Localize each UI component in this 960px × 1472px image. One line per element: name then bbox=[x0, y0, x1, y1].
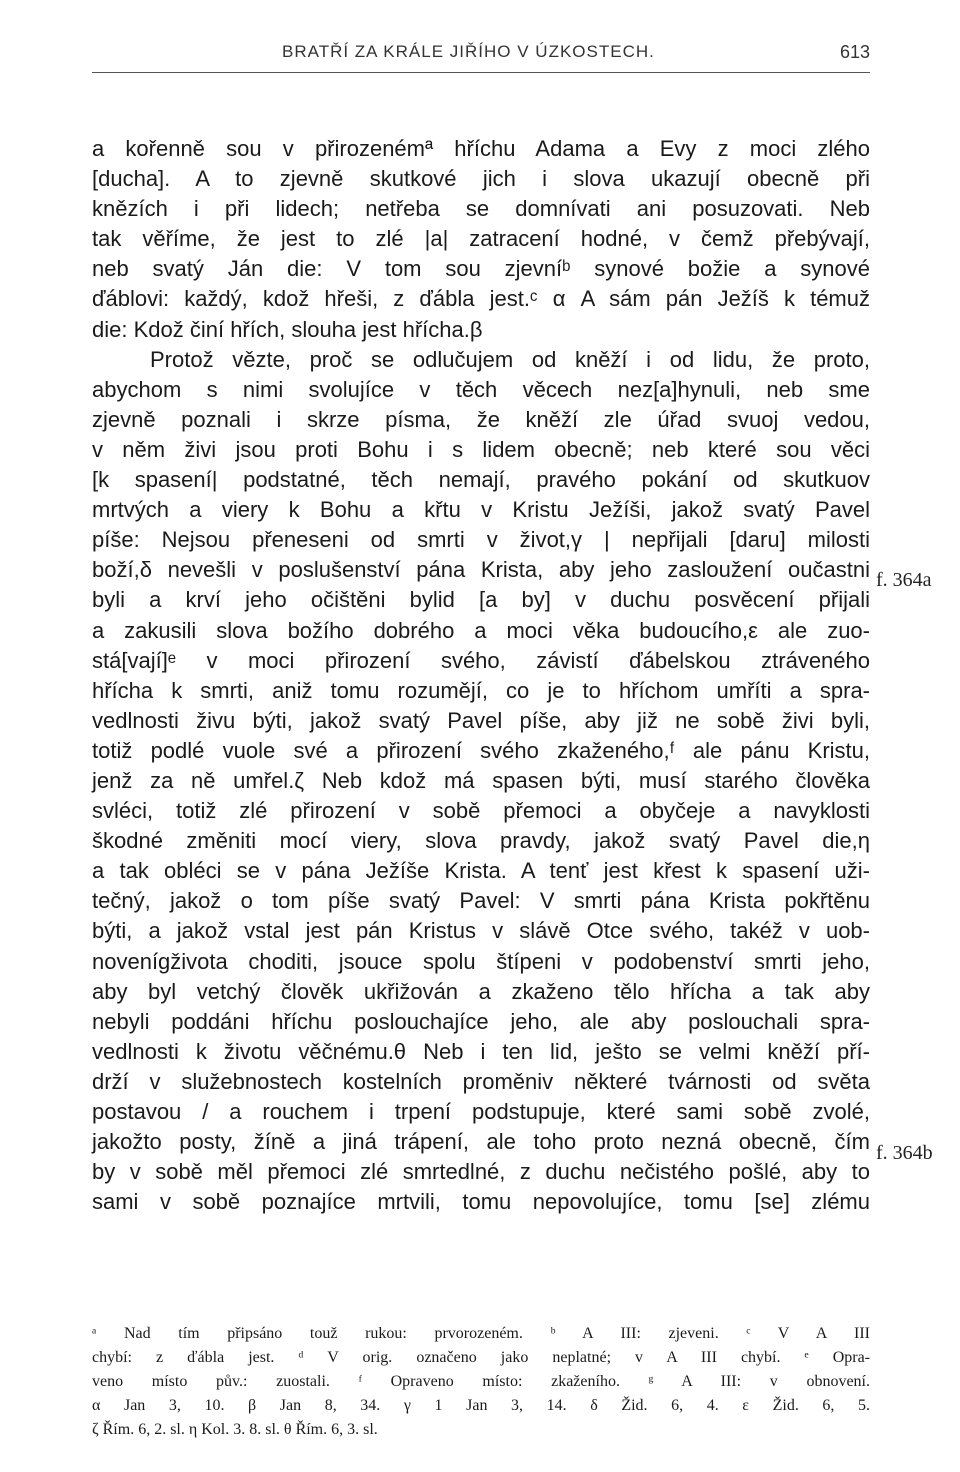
text-line: v něm živi jsou proti Bohu i s lidem obecně; neb které sou věci bbox=[92, 436, 870, 462]
footnote-line: ζ Řím. 6, 2. sl. η Kol. 3. 8. sl. θ Řím. 6, 3. sl. bbox=[92, 1421, 378, 1438]
text-line: a tak obléci se v pána Ježíše Krista. A tenť jest křest k spasení uži- bbox=[92, 858, 870, 884]
text-line: píše: Nejsou přeneseni od smrti v život,γ | nepřijali [daru] milosti bbox=[92, 527, 870, 553]
text-line: tak věříme, že jest to zlé |a| zatracení hodné, v čemž přebývají, bbox=[92, 226, 870, 252]
footnote-line: α Jan 3, 10. β Jan 8, 34. γ 1 Jan 3, 14. δ Žid. 6, 4. ε Žid. 6, 5. bbox=[92, 1397, 870, 1414]
text-line: abychom s nimi svolujíce v těch věcech nez[a]hynuli, neb sme bbox=[92, 376, 870, 402]
text-line: drží v služebnostech kostelních proměniv některé tvárnosti od světa bbox=[92, 1068, 870, 1094]
text-line: svléci, totiž zlé přirození v sobě přemoci a obyčeje a navyklosti bbox=[92, 798, 870, 824]
text-line: stá[vají]ᵉ v moci přirození svého, závistí ďábelskou ztráveného bbox=[92, 647, 870, 673]
text-line: zjevně poznali i skrze písma, že kněží zle úřad svuoj vedou, bbox=[92, 406, 870, 432]
footnote-line: veno místo pův.: zuostali. ᶠ Opraveno místo: zkaženího. ᵍ A III: v obnovení. bbox=[92, 1373, 870, 1390]
text-line: neb svatý Ján die: V tom sou zjevníᵇ synové božie a synové bbox=[92, 256, 870, 282]
text-line: vedlnosti živu býti, jakož svatý Pavel píše, aby již ne sobě živi byli, bbox=[92, 707, 870, 733]
text-line: by v sobě měl přemoci zlé smrtedlné, z duchu nečistého pošlé, aby to bbox=[92, 1159, 870, 1185]
text-line: sami v sobě poznajíce mrtvili, tomu nepovolujíce, tomu [se] zlému bbox=[92, 1189, 870, 1215]
text-line: totiž podlé vuole své a přirození svého zkaženého,ᶠ ale pánu Kristu, bbox=[92, 737, 870, 763]
text-line: knězích i při lidech; netřeba se domnívati ani posuzovati. Neb bbox=[92, 196, 870, 222]
text-line: tečný, jakož o tom píše svatý Pavel: V smrti pána Krista pokřtěnu bbox=[92, 888, 870, 914]
text-line: Protož vězte, proč se odlučujem od kněží i od lidu, že proto, bbox=[150, 346, 870, 372]
footnotes bbox=[92, 1322, 870, 1442]
text-line: škodné změniti mocí viery, slova pravdy, jakož svatý Pavel die,η bbox=[92, 828, 870, 854]
text-line: mrtvých a viery k Bohu a křtu v Kristu Ježíši, jakož svatý Pavel bbox=[92, 497, 870, 523]
running-title: BRATŘÍ ZA KRÁLE JIŘÍHO V ÚZKOSTECH. bbox=[282, 42, 655, 61]
footnote-line: ᵃ Nad tím připsáno touž rukou: prvorozeném. ᵇ A III: zjeveni. ᶜ V A III bbox=[92, 1325, 870, 1342]
text-line: ďáblovi: každý, kdož hřeši, z ďábla jest.ᶜ α A sám pán Ježíš k témuž bbox=[92, 286, 870, 312]
footnote-line: chybí: z ďábla jest. ᵈ V orig. označeno jako neplatné; v A III chybí. ᵉ Opra- bbox=[92, 1349, 870, 1366]
text-line: [ducha]. A to zjevně skutkové jich i slova ukazují obecně při bbox=[92, 166, 870, 192]
text-line: a kořenně sou v přirozenémª hříchu Adama a Evy z moci zlého bbox=[92, 136, 870, 161]
text-line: byli a krví jeho očištěni bylid [a by] v duchu posvěcení přijali bbox=[92, 587, 870, 613]
text-line: novenígživota choditi, jsouce spolu štípeni v podobenství smrti jeho, bbox=[92, 948, 870, 974]
body-text bbox=[92, 134, 870, 1217]
text-line: nebyli poddáni hříchu poslouchajíce jeho, ale aby poslouchali spra- bbox=[92, 1008, 870, 1034]
margin-note: f. 364b bbox=[876, 1142, 933, 1164]
text-line: býti, a jakož vstal jest pán Kristus v slávě Otce svého, takéž v uob- bbox=[92, 918, 870, 944]
running-header bbox=[92, 40, 870, 73]
text-line: a zakusili slova božího dobrého a moci věka budoucího,ε ale zuo- bbox=[92, 617, 870, 643]
margin-note: f. 364a bbox=[876, 569, 932, 591]
text-line: boží,δ nevešli v poslušenství pána Krista, aby jeho zasloužení oučastni bbox=[92, 557, 870, 583]
text-line: hřícha k smrti, aniž tomu rozumějí, co je to hříchom umříti a spra- bbox=[92, 677, 870, 703]
text-line: aby byl vetchý člověk ukřižován a zkaženo tělo hřícha a tak aby bbox=[92, 978, 870, 1004]
text-line: jenž za ně umřel.ζ Neb kdož má spasen býti, musí starého člověka bbox=[92, 767, 870, 793]
text-line: vedlnosti k životu věčnému.θ Neb i ten lid, ješto se velmi kněží pří- bbox=[92, 1038, 870, 1064]
text-line: jakožto posty, žíně a jiná trápení, ale toho proto nezná obecně, čím bbox=[92, 1129, 870, 1155]
text-line: die: Kdož činí hřích, slouha jest hřícha.β bbox=[92, 316, 483, 342]
text-line: postavou / a rouchem i trpení podstupuje, které sami sobě zvolé, bbox=[92, 1099, 870, 1124]
text-line: [k spasení| podstatné, těch nemají, pravého pokání od skutkuov bbox=[92, 467, 870, 493]
page-number: 613 bbox=[839, 42, 870, 62]
